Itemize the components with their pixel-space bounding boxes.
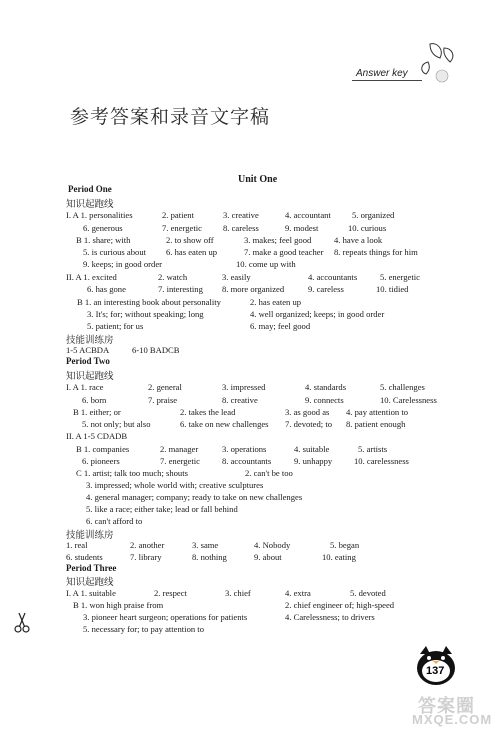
- answer: 9. connects: [305, 395, 344, 405]
- period-two-section-warmup: 知识起跑线: [66, 371, 114, 382]
- period-one-section-skills: 技能训练房: [66, 335, 114, 346]
- answer: 4. general manager; company; ready to take on new challenges: [86, 492, 303, 502]
- answer: II. A 1-5 CDADB: [66, 431, 128, 441]
- answer: 9. unhappy: [294, 456, 333, 466]
- period-one-title: Period One: [68, 184, 112, 194]
- answer: 7. library: [130, 552, 162, 562]
- period-two-title: Period Two: [66, 356, 110, 366]
- answer: 4. have a look: [334, 235, 383, 245]
- answer: 9. modest: [285, 223, 319, 233]
- answer: 9. about: [254, 552, 282, 562]
- answer: 9. keeps; in good order: [83, 259, 162, 269]
- answer: 5. patient; for us: [87, 321, 144, 331]
- page-number: 137: [426, 665, 445, 677]
- answer: 9. careless: [308, 284, 344, 294]
- period-three-section-warmup: 知识起跑线: [66, 577, 114, 588]
- answer: 1. real: [66, 540, 88, 550]
- answer: 5. organized: [352, 210, 395, 220]
- answer: I. A 1. personalities: [66, 210, 133, 220]
- answer: 2. manager: [160, 444, 199, 454]
- answer: 3. creative: [223, 210, 259, 220]
- answer: C 1. artist; talk too much; shouts: [76, 468, 188, 478]
- leaf-icon: [418, 40, 458, 91]
- answer: 2. chief engineer of; high-speed: [285, 600, 395, 610]
- answer: 7. interesting: [158, 284, 203, 294]
- answer: 8. repeats things for him: [334, 247, 418, 257]
- answer: 4. extra: [285, 588, 311, 598]
- unit-title: Unit One: [238, 174, 278, 185]
- answer: 5. not only; but also: [82, 419, 151, 429]
- answer: 3. It's; for; without speaking; long: [87, 309, 204, 319]
- answer: B 1. an interesting book about personality: [77, 297, 221, 307]
- answer: II. A 1. excited: [66, 272, 117, 282]
- answer: 8. accountants: [222, 456, 272, 466]
- answer: B 1. either; or: [73, 407, 121, 417]
- answer: 2. can't be too: [245, 468, 293, 478]
- answer: 4. accountants: [308, 272, 358, 282]
- answer: 4. standards: [305, 382, 347, 392]
- answer: 6. may; feel good: [250, 321, 311, 331]
- answer: 2. takes the lead: [180, 407, 236, 417]
- answer: 6. students: [66, 552, 103, 562]
- answer: 3. chief: [225, 588, 251, 598]
- answer: 3. operations: [222, 444, 267, 454]
- answer: 6. has gone: [87, 284, 126, 294]
- answer: 2. another: [130, 540, 165, 550]
- answer: 2. watch: [158, 272, 188, 282]
- scissors-icon: [14, 612, 30, 639]
- watermark-site-text: MXQE.COM: [412, 712, 493, 727]
- answer: 5. began: [330, 540, 360, 550]
- answer: 5. is curious about: [83, 247, 147, 257]
- answer: 4. Carelessness; to drivers: [285, 612, 375, 622]
- answer: 7. energetic: [162, 223, 202, 233]
- answer: 10. tidied: [376, 284, 409, 294]
- answer: 1-5 ACBDA: [66, 345, 110, 355]
- answer: 2. patient: [162, 210, 194, 220]
- answer: 4. well organized; keeps; in good order: [250, 309, 385, 319]
- answer: 8. more organized: [222, 284, 285, 294]
- page-title: 参考答案和录音文字稿: [70, 106, 271, 128]
- answer: 4. Nobody: [254, 540, 291, 550]
- answer: 2. respect: [154, 588, 187, 598]
- answer: 2. to show off: [166, 235, 214, 245]
- answer: 3. impressed: [222, 382, 266, 392]
- answer: 4. suitable: [294, 444, 330, 454]
- answer: B 1. won high praise from: [73, 600, 164, 610]
- answer: 8. careless: [223, 223, 259, 233]
- answer: 5. energetic: [380, 272, 420, 282]
- period-one-section-warmup: 知识起跑线: [66, 199, 114, 210]
- answer: 7. energetic: [160, 456, 200, 466]
- answer: 7. praise: [148, 395, 178, 405]
- answer: 5. like a race; either take; lead or fall behind: [86, 504, 238, 514]
- answer: 6. pioneers: [82, 456, 120, 466]
- answer: 3. same: [192, 540, 219, 550]
- period-two-section-skills: 技能训练房: [66, 530, 114, 541]
- answer: 4. pay attention to: [346, 407, 409, 417]
- answer: 2. general: [148, 382, 182, 392]
- answer: I. A 1. suitable: [66, 588, 116, 598]
- answer: 10. eating: [322, 552, 356, 562]
- answer-key-label: Answer key: [356, 68, 408, 79]
- answer: 4. accountant: [285, 210, 331, 220]
- answer: 5. challenges: [380, 382, 425, 392]
- answer: B 1. share; with: [76, 235, 131, 245]
- answer: 10. curious: [348, 223, 387, 233]
- period-three-title: Period Three: [66, 563, 117, 573]
- answer: 3. as good as: [285, 407, 330, 417]
- answer: 5. devoted: [350, 588, 386, 598]
- answer: 7. make a good teacher: [244, 247, 324, 257]
- answer: 6-10 BADCB: [132, 345, 180, 355]
- answer: 8. nothing: [192, 552, 227, 562]
- answer: 10. Carelessness: [380, 395, 437, 405]
- watermark-logo-text: 答案圈: [418, 696, 475, 716]
- answer: 8. patient enough: [346, 419, 406, 429]
- answer: 10. carelessness: [354, 456, 409, 466]
- answer: B 1. companies: [76, 444, 130, 454]
- answer: 6. generous: [83, 223, 123, 233]
- answer: 2. has eaten up: [250, 297, 302, 307]
- answer: 7. devoted; to: [285, 419, 333, 429]
- header-rule: [352, 80, 422, 81]
- answer: 6. take on new challenges: [180, 419, 269, 429]
- answer: 3. makes; feel good: [244, 235, 312, 245]
- answer: I. A 1. race: [66, 382, 104, 392]
- answer: 6. born: [82, 395, 107, 405]
- answer: 6. has eaten up: [166, 247, 218, 257]
- answer: 3. impressed; whole world with; creative sculptures: [86, 480, 264, 490]
- answer: 8. creative: [222, 395, 258, 405]
- answer: 10. come up with: [236, 259, 296, 269]
- answer: 5. necessary for; to pay attention to: [83, 624, 204, 634]
- answer: 3. easily: [222, 272, 251, 282]
- answer: 3. pioneer heart surgeon; operations for patients: [83, 612, 248, 622]
- answer: 6. can't afford to: [86, 516, 143, 526]
- answer: 5. artists: [358, 444, 388, 454]
